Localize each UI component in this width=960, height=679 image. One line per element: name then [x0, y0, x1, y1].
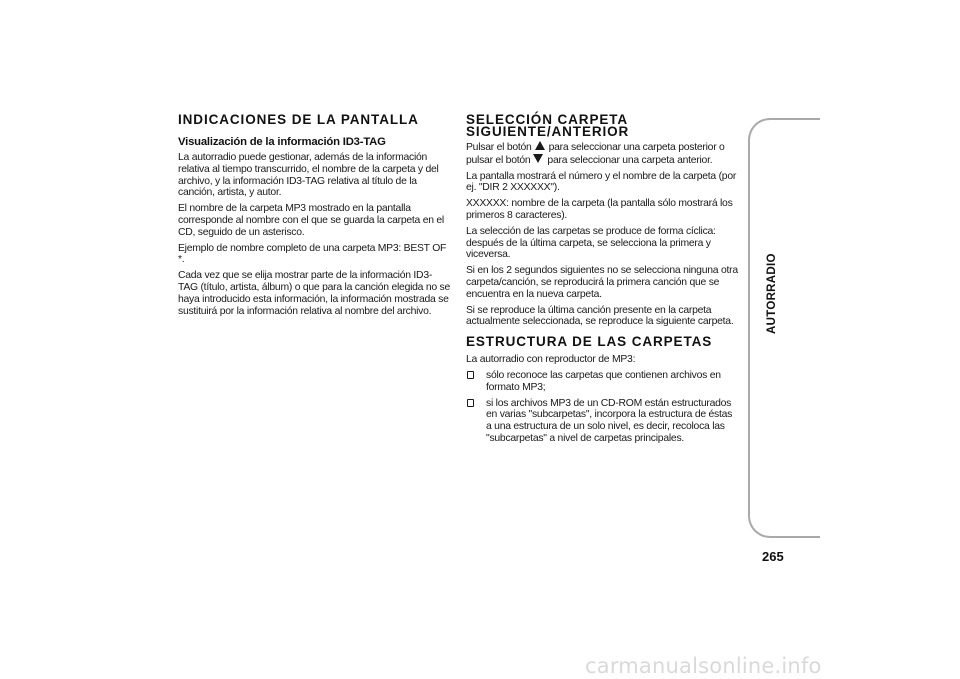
paragraph-intro: La autorradio con reproductor de MP3: — [466, 354, 636, 366]
heading-line: SELECCIÓN CARPETA — [466, 112, 629, 127]
paragraph-buttons — [466, 141, 738, 167]
list-item — [466, 398, 738, 445]
heading-line: SIGUIENTE/ANTERIOR — [466, 124, 630, 139]
paragraph: La selección de las carpetas se produce de forma cíclica: después de la última carpeta, se selecciona la primera y viceversa. — [466, 225, 716, 261]
page-number: 265 — [762, 549, 784, 564]
paragraph: La autorradio puede gestionar, además de la información relativa al tiempo transcurrido, el nombre de la carpeta y del archivo, y la información ID3-TAG relativa al título de la canción, artista, y autor. — [178, 152, 439, 199]
bullet-list — [466, 370, 738, 445]
square-bullet-icon — [467, 371, 474, 379]
right-column — [466, 114, 738, 449]
paragraph: Si se reproduce la última canción presente en la carpeta actualmente seleccionada, se reproduce la siguiente carpeta. — [466, 304, 734, 328]
triangle-up-icon — [535, 141, 545, 150]
text-fragment: Pulsar el botón — [466, 142, 532, 153]
text-fragment: para seleccionar una carpeta posterior o pulsar el botón — [466, 142, 725, 166]
section-heading-estructura: ESTRUCTURA DE LAS CARPETAS — [466, 334, 713, 350]
list-item — [466, 370, 738, 394]
chapter-tab — [748, 118, 820, 538]
chapter-label: AUTORRADIO — [766, 253, 778, 334]
list-item-text: sólo reconoce las carpetas que contienen archivos en formato MP3; — [486, 369, 721, 393]
paragraph: XXXXXX: nombre de la carpeta (la pantalla sólo mostrará los primeros 8 caracteres). — [466, 198, 733, 221]
text-fragment: para seleccionar una carpeta anterior. — [547, 154, 713, 166]
paragraph: Si en los 2 segundos siguientes no se selecciona ninguna otra carpeta/canción, se reproducirá la primera canción que se encuentra en la nueva carpeta. — [466, 265, 738, 300]
left-column — [178, 114, 450, 321]
section-heading-indicaciones: INDICACIONES DE LA PANTALLA — [178, 112, 419, 127]
triangle-down-icon — [533, 154, 543, 163]
paragraph: El nombre de la carpeta MP3 mostrado en la pantalla corresponde al nombre con el que se guarda la carpeta en el CD, seguido de un asterisco. — [178, 203, 444, 238]
watermark: carmanualsonline.info — [585, 654, 822, 678]
list-item-text: si los archivos MP3 de un CD-ROM están estructurados en varias "subcarpetas", incorpora la estructura de éstas a una estructura de un solo nivel, es decir, recoloca las "subcarpetas" a nivel de carpetas principales. — [486, 397, 733, 444]
paragraph: Ejemplo de nombre completo de una carpeta MP3: BEST OF *. — [178, 242, 447, 266]
subheading-id3-tag: Visualización de la información ID3-TAG — [178, 136, 386, 148]
section-heading-seleccion-carpeta — [466, 114, 738, 138]
paragraph: La pantalla mostrará el número y el nombre de la carpeta (por ej. "DIR 2 XXXXXX"). — [466, 170, 737, 194]
square-bullet-icon — [467, 399, 474, 407]
paragraph: Cada vez que se elija mostrar parte de la información ID3-TAG (título, artista, álbum) o que para la canción elegida no se haya introducido esta información, la información mostrada se sustituirá por la información relativa al nombre del archivo. — [178, 270, 451, 317]
